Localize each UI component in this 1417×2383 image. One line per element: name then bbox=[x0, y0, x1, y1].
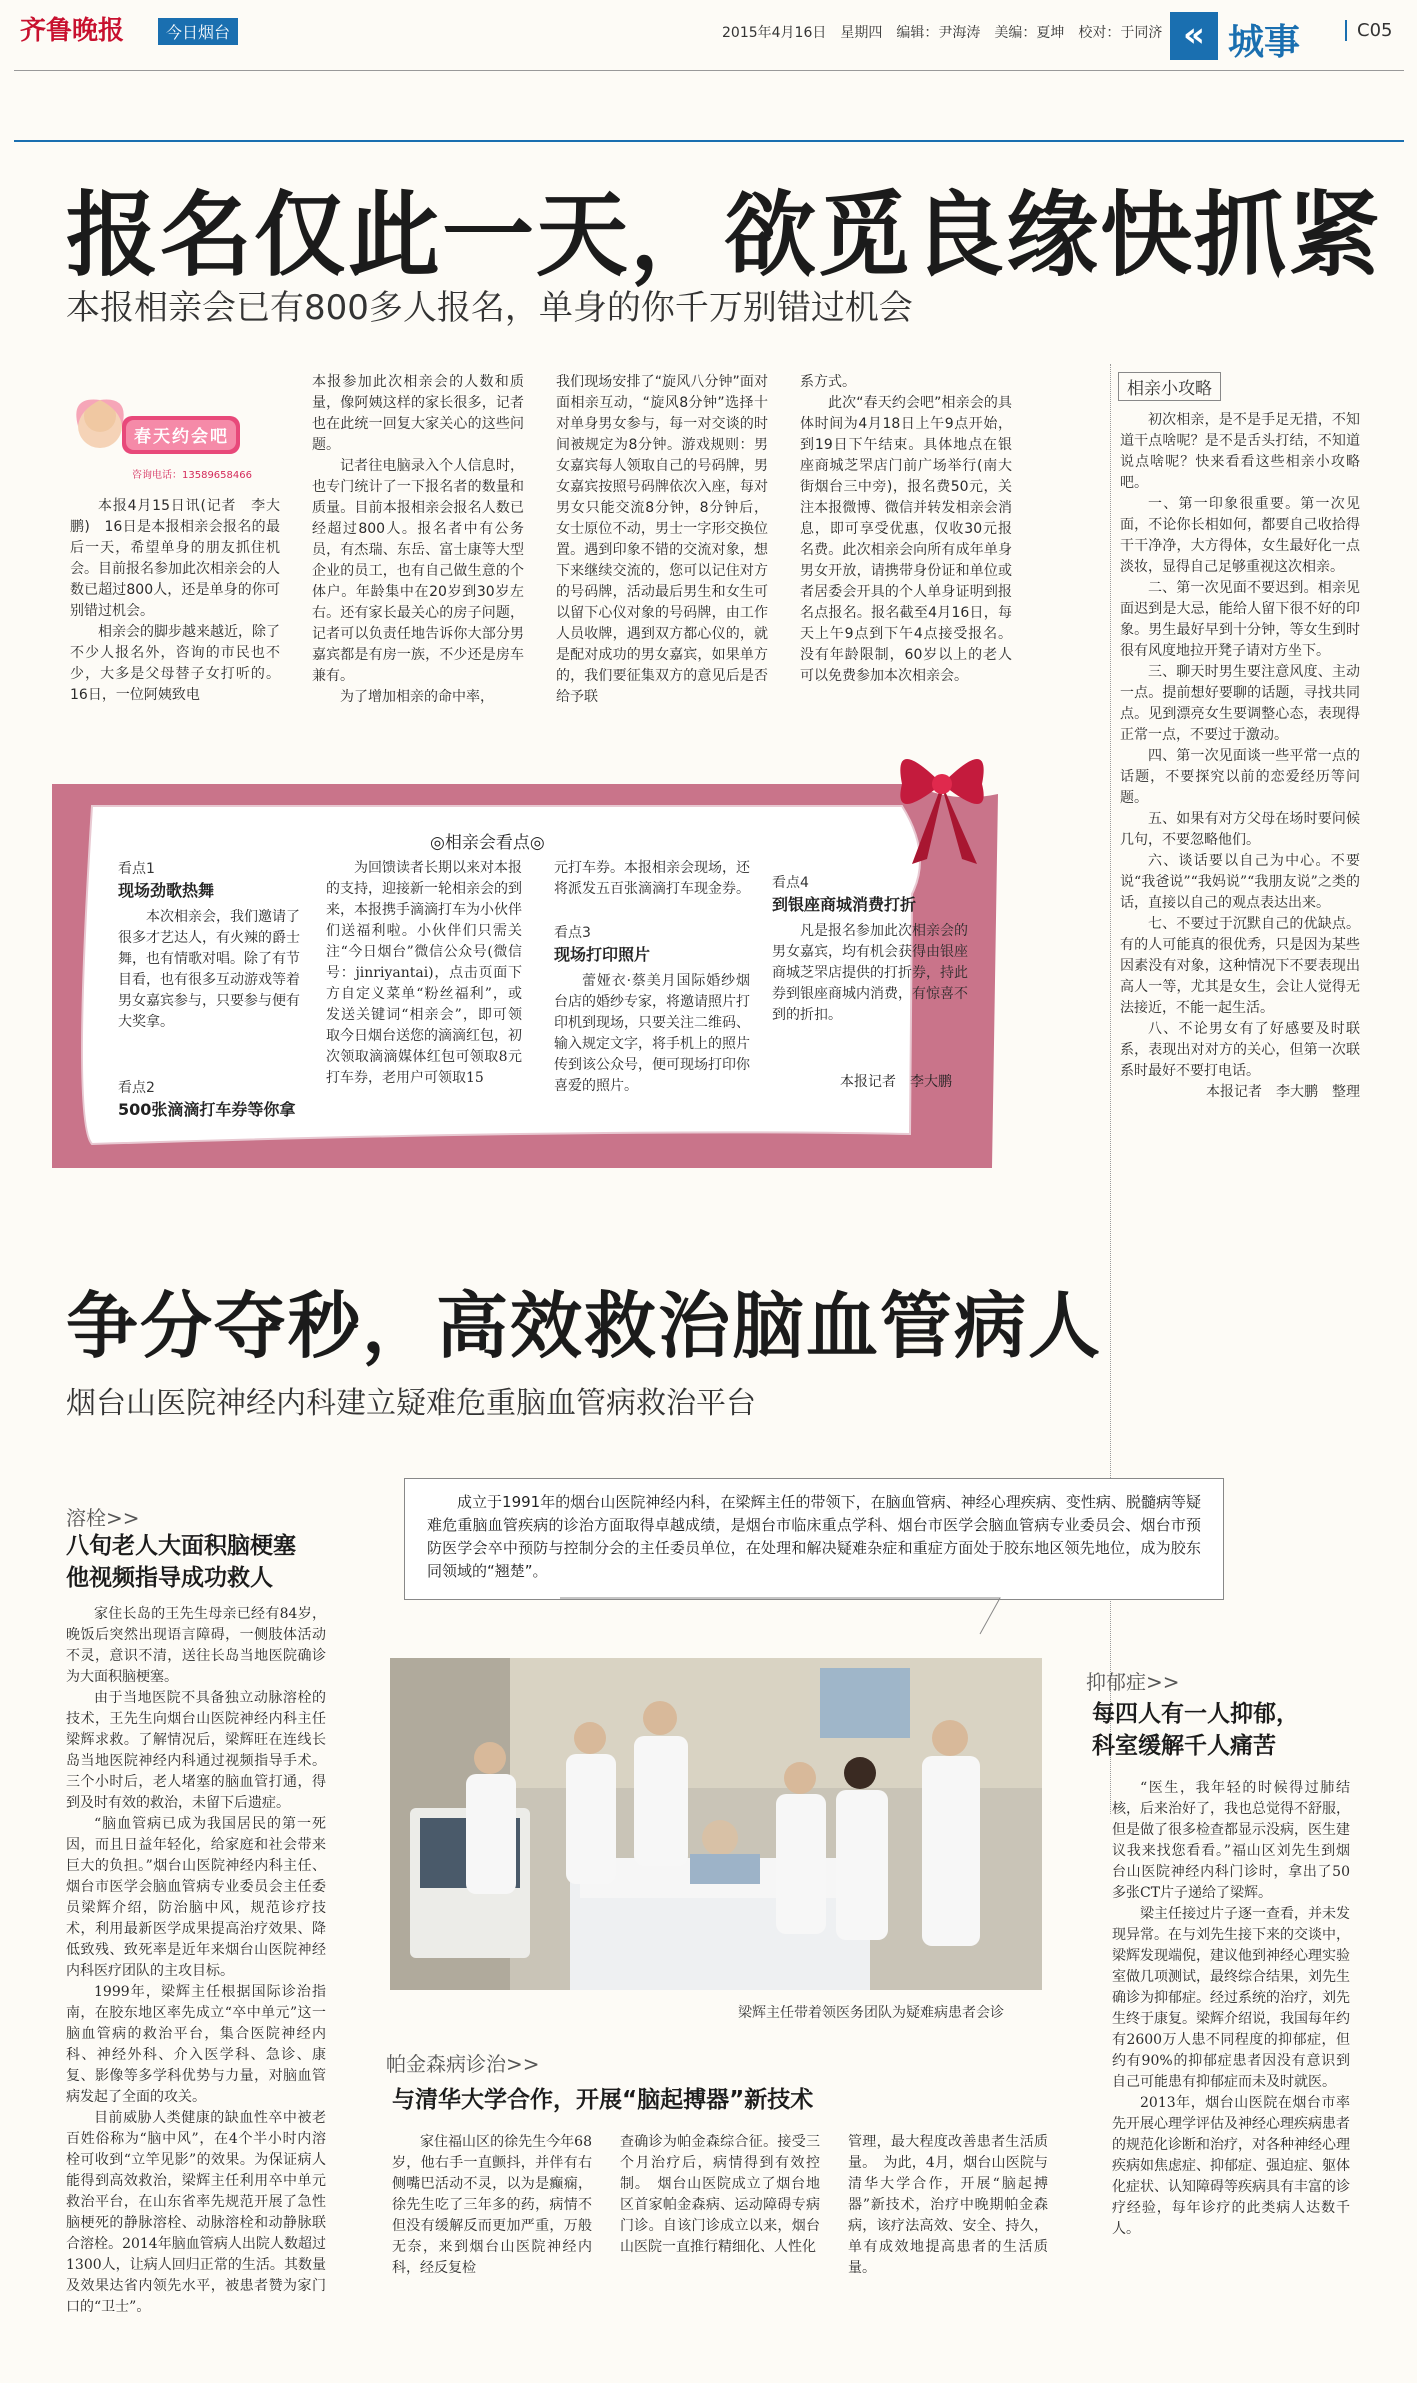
page-section-badge bbox=[1170, 12, 1328, 63]
story1-col4-para: 系方式。 bbox=[800, 374, 856, 390]
sec2-body bbox=[1112, 1778, 1350, 2372]
tips-para: 二、第一次见面不要迟到。相亲见面迟到是大忌，能给人留下很不好的印象。男生最好早到十分钟，等女生到时很有风度地拉开凳子请对方坐下。 bbox=[1120, 580, 1360, 659]
masthead-divider bbox=[14, 70, 1404, 71]
point1-head: 现场劲歌热舞 bbox=[118, 881, 215, 900]
ad-badge-phone: 咨询电话：13589658466 bbox=[132, 470, 252, 481]
tips-title: 相亲小攻略 bbox=[1118, 372, 1221, 401]
point1-body bbox=[118, 907, 300, 1071]
sec1-label bbox=[66, 1502, 140, 1531]
story1-column-3 bbox=[556, 372, 768, 772]
dateline: 2015年4月16日 星期四 编辑：尹海涛 美编：夏坤 校对：于同济 bbox=[722, 25, 1163, 41]
callout-text: 成立于1991年的烟台山医院神经内科，在梁辉主任的带领下，在脑血管病、神经心理疾病、变性病、脱髓病等疑难危重脑血管疾病的诊治方面取得卓越成绩，是烟台市临床重点学科、烟台市医学会脑血管病专业委员会、烟台市预防医学会卒中预防与控制分会的主任委员单位，在处理和解决疑难杂症和重症方面处于胶东地区领先地位，成为胶东同领域的“翘楚”。 bbox=[427, 1493, 1201, 1580]
story1-col1-para: 相亲会的脚步越来越近，除了不少人报名外，咨询的市民也不少，大多是父母替子女打听的。16日，一位阿姨致电 bbox=[70, 624, 280, 703]
story1-col2-para: 为了增加相亲的命中率， bbox=[340, 689, 494, 705]
sec1-head bbox=[66, 1530, 366, 1594]
callout-pointer bbox=[560, 1596, 1020, 1636]
card-byline: 本报记者 李大鹏 bbox=[840, 1074, 952, 1090]
point4-text: 凡是报名参加此次相亲会的男女嘉宾，均有机会获得由银座商城芝罘店提供的打折券，持此券到银座商城内消费，有惊喜不到的折扣。 bbox=[772, 923, 968, 1023]
sec2-head bbox=[1092, 1698, 1372, 1762]
page-section-name: 城事 bbox=[1228, 22, 1301, 63]
tips-para: 五、如果有对方父母在场时要问候几句，不要忽略他们。 bbox=[1120, 811, 1360, 848]
card-column-1 bbox=[118, 858, 300, 1158]
sec2-label bbox=[1086, 1666, 1180, 1695]
story2-headline: 争分夺秒，高效救治脑血管病人 bbox=[66, 1284, 1103, 1368]
ribbon-bow-icon bbox=[882, 724, 1002, 874]
tips-para: 六、谈话要以自己为中心。不要说“我爸说”“我妈说”“我朋友说”之类的话，直接以自己的观点表达出来。 bbox=[1120, 853, 1360, 911]
story1-col4-para: 此次“春天约会吧”相亲会的具体时间为4月18日上午9点开始，到19日下午结束。具体地点在银座商城芝罘店门前广场举行(南大街烟台三中旁)，报名费50元，关注本报微博、微信并转发相亲会消息，即可享受优惠，仅收30元报名费。此次相亲会向所有成年单身男女开放，请携带身份证和单位或者居委会开具的个人单身证明到报名点报名。报名截至4月16日，每天上午9点到下午4点接受报名。没有年龄限制，60岁以上的老人可以免费参加本次相亲会。 bbox=[800, 395, 1012, 684]
hospital-ward-image bbox=[390, 1658, 1042, 1990]
sec3-label-text: 帕金森病诊治>> bbox=[386, 2052, 540, 2076]
point2-label: 看点2 bbox=[118, 1080, 155, 1096]
tips-para: 一、第一印象很重要。第一次见面，不论你长相如何，都要自己收拾得干干净净，大方得体，女生最好化一点淡妆，显得自己足够重视这次相亲。 bbox=[1120, 496, 1360, 575]
point1-label: 看点1 bbox=[118, 861, 155, 877]
point3-body bbox=[554, 971, 750, 1141]
sec1-para: 1999年，梁辉主任根据国际诊治指南，在胶东地区率先成立“卒中单元”这一脑血管病的救治平台，集合医院神经内科、神经外科、介入医学科、急诊、康复、影像等多学科优势与力量，对脑血管病发起了全面的攻关。 bbox=[66, 1984, 326, 2105]
point2-head: 500张滴滴打车券等你拿 bbox=[118, 1100, 296, 1119]
photo-caption: 梁辉主任带着领医务团队为疑难病患者会诊 bbox=[738, 2005, 1004, 2021]
card-col3-top bbox=[554, 858, 750, 922]
sec2-label-text: 抑郁症>> bbox=[1086, 1670, 1180, 1694]
sec3-col3 bbox=[848, 2132, 1048, 2372]
story1-col3-para: 我们现场安排了“旋风八分钟”面对面相亲互动，“旋风8分钟”选择十对单身男女参与，每一对交谈的时间被规定为8分钟。游戏规则：男女嘉宾每人领取自己的号码牌，男女嘉宾按照号码牌依次入座，每对男女只能交流8分钟，8分钟后，女士原位不动，男士一字形交换位置。遇到印象不错的交流对象，想下来继续交流的，您可以记住对方的号码牌，活动最后男生和女生可以留下心仪对象的号码牌，由工作人员收牌，遇到双方都心仪的，就是配对成功的男女嘉宾，如果单方的，我们要征集双方的意见后是否给予联 bbox=[556, 374, 768, 705]
sec3-head: 与清华大学合作，开展“脑起搏器”新技术 bbox=[392, 2087, 814, 2113]
tips-para: 初次相亲，是不是手足无措，不知道干点啥呢？是不是舌头打结，不知道说点啥呢？快来看看这些相亲小攻略吧。 bbox=[1120, 412, 1360, 491]
story1-col2-para: 记者往电脑录入个人信息时，也专门统计了一下报名者的数量和质量。目前本报相亲会报名人数已经超过800人。报名者中有公务员，有杰瑞、东岳、富士康等大型企业的员工，也有自己做生意的个体户。年龄集中在20岁到30岁左右。还有家长最关心的房子问题，记者可以负责任地告诉你大部分男嘉宾都是有房一族，不少还是房车兼有。 bbox=[312, 458, 524, 684]
sec1-para: 目前威胁人类健康的缺血性卒中被老百姓俗称为“脑中风”，在4个半小时内溶栓可收到“立竿见影”的效果。为保证病人能得到高效救治，梁辉主任利用卒中单元救治平台，在山东省率先规范开展了急性脑梗死的静脉溶栓、动脉溶栓和动静脉联合溶栓。2014年脑血管病人出院人数超过1300人，让病人回归正常的生活。其数量及效果达省内领先水平，被患者赞为家门口的“卫士”。 bbox=[66, 2110, 326, 2315]
story1-column-2 bbox=[312, 372, 524, 772]
story2-callout bbox=[404, 1478, 1224, 1600]
masthead bbox=[0, 0, 1417, 70]
story1-column-1 bbox=[70, 496, 280, 766]
sec1-body bbox=[66, 1604, 326, 2374]
point4-body bbox=[772, 921, 968, 1071]
sec2-head-line1: 每四人有一人抑郁， bbox=[1092, 1701, 1299, 1727]
card-column-4 bbox=[772, 872, 968, 1142]
ward-consultation-photo bbox=[390, 1658, 1042, 1990]
card-col2-text: 为回馈读者长期以来对本报的支持，迎接新一轮相亲会的到来，本报携手滴滴打车为小伙伴们送福利啦。小伙伴们只需关注“今日烟台”微信公众号(微信号：jinriyantai)，点击页面下方自定义菜单“粉丝福利”，或发送关键词“相亲会”，即可领取今日烟台送您的滴滴红包，初次领取滴滴媒体红包可领取8元打车券，老用户可领取15 bbox=[326, 860, 522, 1086]
card-column-3 bbox=[554, 858, 750, 1158]
sec1-label-text: 溶栓>> bbox=[66, 1506, 140, 1530]
blue-rule bbox=[14, 140, 1404, 142]
point1-text: 本次相亲会，我们邀请了很多才艺达人，有火辣的爵士舞，也有情歌对唱。除了有节目看，也有很多互动游戏等着男女嘉宾参与，只要参与便有大奖拿。 bbox=[118, 909, 300, 1030]
section-tag: 今日烟台 bbox=[158, 18, 238, 45]
card-column-2 bbox=[326, 858, 522, 1138]
sec1-head-line2: 他视频指导成功救人 bbox=[66, 1565, 273, 1591]
tips-para: 四、第一次见面谈一些平常一点的话题，不要探究以前的恋爱经历等问题。 bbox=[1120, 748, 1360, 806]
sec1-head-line1: 八旬老人大面积脑梗塞 bbox=[66, 1533, 296, 1559]
sec1-para: 由于当地医院不具备独立动脉溶栓的技术，王先生向烟台山医院神经内科主任梁辉求救。了解情况后，梁辉旺在连线长岛当地医院神经内科通过视频指导手术。三个小时后，老人堵塞的脑血管打通，得到及时有效的救治，未留下后遗症。 bbox=[66, 1690, 326, 1811]
sec2-para: 2013年，烟台山医院在烟台市率先开展心理学评估及神经心理疾病患者的规范化诊断和治疗，对各种神经心理疾病如焦虑症、抑郁症、强迫症、躯体化症状、认知障碍等疾病具有丰富的诊疗经验，每年诊疗的此类病人达数千人。 bbox=[1112, 2095, 1350, 2237]
sec3-col3-text: 管理，最大程度改善患者生活质量。 为此，4月，烟台山医院与清华大学合作，开展“脑起搏器”新技术，治疗中晚期帕金森病，该疗法高效、安全、持久，单有成效地提高患者的生活质量。 bbox=[848, 2134, 1048, 2276]
sec3-col1 bbox=[392, 2132, 592, 2372]
page-number: C05 bbox=[1345, 20, 1392, 41]
sec3-col2 bbox=[620, 2132, 820, 2372]
card-col3-top-text: 元打车券。本报相亲会现场，还将派发五百张滴滴打车现金券。 bbox=[554, 860, 750, 897]
tips-byline: 本报记者 李大鹏 整理 bbox=[1206, 1084, 1360, 1100]
sec2-para: “医生，我年轻的时候得过肺结核，后来治好了，我也总觉得不舒服，但是做了很多检查都显示没病，医生建议我来找您看看。”福山区刘先生到烟台山医院神经内科门诊时，拿出了50多张CT片子递给了梁辉。 bbox=[1112, 1780, 1350, 1901]
newspaper-logo: 齐鲁晚报 bbox=[20, 16, 125, 46]
story1-column-4 bbox=[800, 372, 1012, 772]
point3-text: 蕾娅衣·蔡美月国际婚纱烟台店的婚纱专家，将邀请照片打印机到现场，只要关注二维码、输入规定文字，将手机上的照片传到该公众号，便可现场打印你喜爱的照片。 bbox=[554, 973, 750, 1094]
ad-badge-title: 春天约会吧 bbox=[134, 427, 229, 447]
sec1-para: 家住长岛的王先生母亲已经有84岁，晚饭后突然出现语言障碍，一侧肢体活动不灵，意识不清，送往长岛当地医院确诊为大面积脑梗塞。 bbox=[66, 1606, 326, 1685]
tips-body bbox=[1120, 410, 1360, 1822]
sec3-col1-text: 家住福山区的徐先生今年68岁，他右手一直颤抖，并伴有右侧嘴巴活动不灵，以为是癫痫，徐先生吃了三年多的药，病情不但没有缓解反而更加严重，万般无奈，来到烟台山医院神经内科，经反复检 bbox=[392, 2134, 592, 2276]
story1-subhead: 本报相亲会已有800多人报名，单身的你千万别错过机会 bbox=[66, 288, 913, 328]
chevron-left-icon: « bbox=[1170, 12, 1218, 60]
point4-head: 到银座商城消费打折 bbox=[772, 895, 917, 914]
tips-para: 七、不要过于沉默自己的优缺点。有的人可能真的很优秀，只是因为某些因素没有对象，这种情况下不要表现出高人一等，尤其是女生，会让人觉得无法接近，不能一起生活。 bbox=[1120, 916, 1360, 1016]
tips-para: 八、不论男女有了好感要及时联系，表现出对对方的关心，但第一次联系时最好不要打电话。 bbox=[1120, 1021, 1360, 1079]
card-title: ◎相亲会看点◎ bbox=[430, 833, 545, 853]
story2-subhead: 烟台山医院神经内科建立疑难危重脑血管病救治平台 bbox=[66, 1386, 756, 1421]
story1-headline: 报名仅此一天，欲觅良缘快抓紧 bbox=[66, 182, 1383, 289]
spring-date-ad bbox=[70, 386, 258, 494]
point3-head: 现场打印照片 bbox=[554, 945, 651, 964]
sec3-col2-text: 查确诊为帕金森综合征。接受三个月治疗后，病情得到有效控制。 烟台山医院成立了烟台地区首家帕金森病、运动障碍专病门诊。自该门诊成立以来，烟台山医院一直推行精细化、人性化 bbox=[620, 2134, 820, 2255]
sec3-label bbox=[386, 2048, 540, 2077]
point4-label: 看点4 bbox=[772, 875, 809, 891]
point3-label: 看点3 bbox=[554, 925, 591, 941]
sec2-para: 梁主任接过片子逐一查看，并未发现异常。在与刘先生接下来的交谈中，梁辉发现端倪，建议他到神经心理实验室做几项测试，最终综合结果，刘先生确诊为抑郁症。经过系统的治疗，刘先生终于康复。梁辉介绍说，我国每年约有2600万人患不同程度的抑郁症，但约有90%的抑郁症患者因没有意识到自己可能患有抑郁症而未及时就医。 bbox=[1112, 1906, 1350, 2090]
story1-col1-para: 本报4月15日讯(记者 李大鹏) 16日是本报相亲会报名的最后一天，希望单身的朋友抓住机会。目前报名参加此次相亲会的人数已超过800人，还是单身的你可别错过机会。 bbox=[70, 498, 280, 619]
sec2-head-line2: 科室缓解千人痛苦 bbox=[1092, 1733, 1276, 1759]
tips-para: 三、聊天时男生要注意风度、主动一点。提前想好要聊的话题，寻找共同点。见到漂亮女生要调整心态，表现得正常一点，不要过于激动。 bbox=[1120, 664, 1360, 743]
sec1-para: “脑血管病已成为我国居民的第一死因，而且日益年轻化，给家庭和社会带来巨大的负担。”烟台山医院神经内科主任、烟台市医学会脑血管病专业委员会主任委员梁辉介绍，防治脑中风，规范诊疗技术，利用最新医学成果提高治疗效果、降低致残、致死率是近年来烟台山医院神经内科医疗团队的主攻目标。 bbox=[66, 1816, 326, 1979]
story1-col2-para: 本报参加此次相亲会的人数和质量，像阿姨这样的家长很多，记者也在此统一回复大家关心的这些问题。 bbox=[312, 374, 524, 453]
